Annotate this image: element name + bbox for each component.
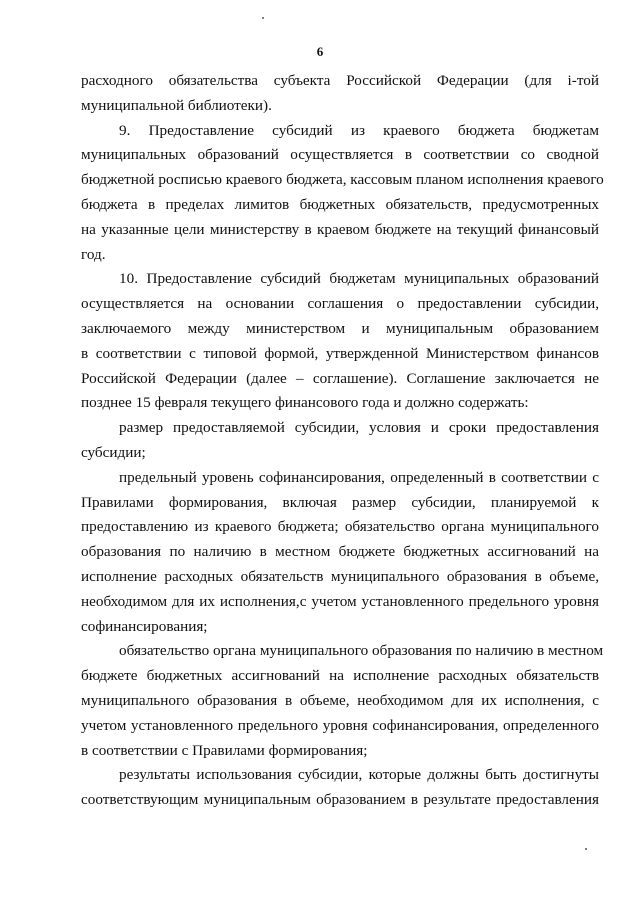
text-line: софинансирования;: [81, 617, 208, 635]
scan-speck: [585, 848, 587, 850]
text-line: бюджетной росписью краевого бюджета, кассовым планом исполнения краевого: [81, 171, 604, 189]
text-line: размер предоставляемой субсидии, условия и сроки предоставления: [119, 419, 599, 437]
text-line: муниципальной библиотеки).: [81, 96, 272, 114]
text-line: осуществляется на основании соглашения о предоставлении субсидии,: [81, 295, 599, 313]
text-line: соответствующим муниципальным образованием в результате предоставления: [81, 791, 599, 809]
document-body: [81, 69, 604, 813]
text-line: расходного обязательства субъекта Российской Федерации (для i-той: [81, 72, 599, 89]
text-line: Правилами формирования, включая размер субсидии, планируемой к: [81, 493, 599, 511]
text-line: в соответствии с Правилами формирования;: [81, 741, 368, 759]
text-line: необходимом для их исполнения,с учетом установленного предельного уровня: [81, 592, 599, 610]
text-line: 10. Предоставление субсидий бюджетам муниципальных образований: [119, 270, 599, 288]
text-line: исполнение расходных обязательств муниципального образования в объеме,: [81, 567, 599, 585]
text-line: бюджета в пределах лимитов бюджетных обязательств, предусмотренных: [81, 195, 599, 213]
text-line: Российской Федерации (далее – соглашение). Соглашение заключается не: [81, 369, 599, 387]
text-line: бюджете бюджетных ассигнований на исполнение расходных обязательств: [81, 667, 599, 685]
text-line: образования по наличию в местном бюджете бюджетных ассигнований на: [81, 543, 599, 561]
text-line: предельный уровень софинансирования, определенный в соответствии с: [119, 468, 599, 486]
text-line: 9. Предоставление субсидий из краевого бюджета бюджетам: [119, 121, 599, 139]
page-number: 6: [316, 44, 324, 59]
text-line: муниципальных образований осуществляется в соответствии со сводной: [81, 146, 599, 164]
text-line: обязательство органа муниципального образования по наличию в местном: [119, 642, 604, 660]
text-line: результаты использования субсидии, которые должны быть достигнуты: [119, 766, 599, 784]
text-line: на указанные цели министерству в краевом бюджете на текущий финансовый: [81, 220, 599, 238]
text-line: заключаемого между министерством и муниципальным образованием: [81, 319, 599, 337]
text-line: муниципального образования в объеме, необходимом для их исполнения, с: [81, 691, 599, 709]
text-line: в соответствии с типовой формой, утвержденной Министерством финансов: [81, 344, 599, 362]
text-line: субсидии;: [81, 443, 146, 461]
text-line: учетом установленного предельного уровня софинансирования, определенного: [81, 716, 599, 734]
scan-speck: [262, 17, 264, 19]
text-line: год.: [81, 245, 106, 263]
text-line: позднее 15 февраля текущего финансового года и должно содержать:: [81, 394, 529, 412]
text-line: предоставлению из краевого бюджета; обязательство органа муниципального: [81, 518, 599, 536]
